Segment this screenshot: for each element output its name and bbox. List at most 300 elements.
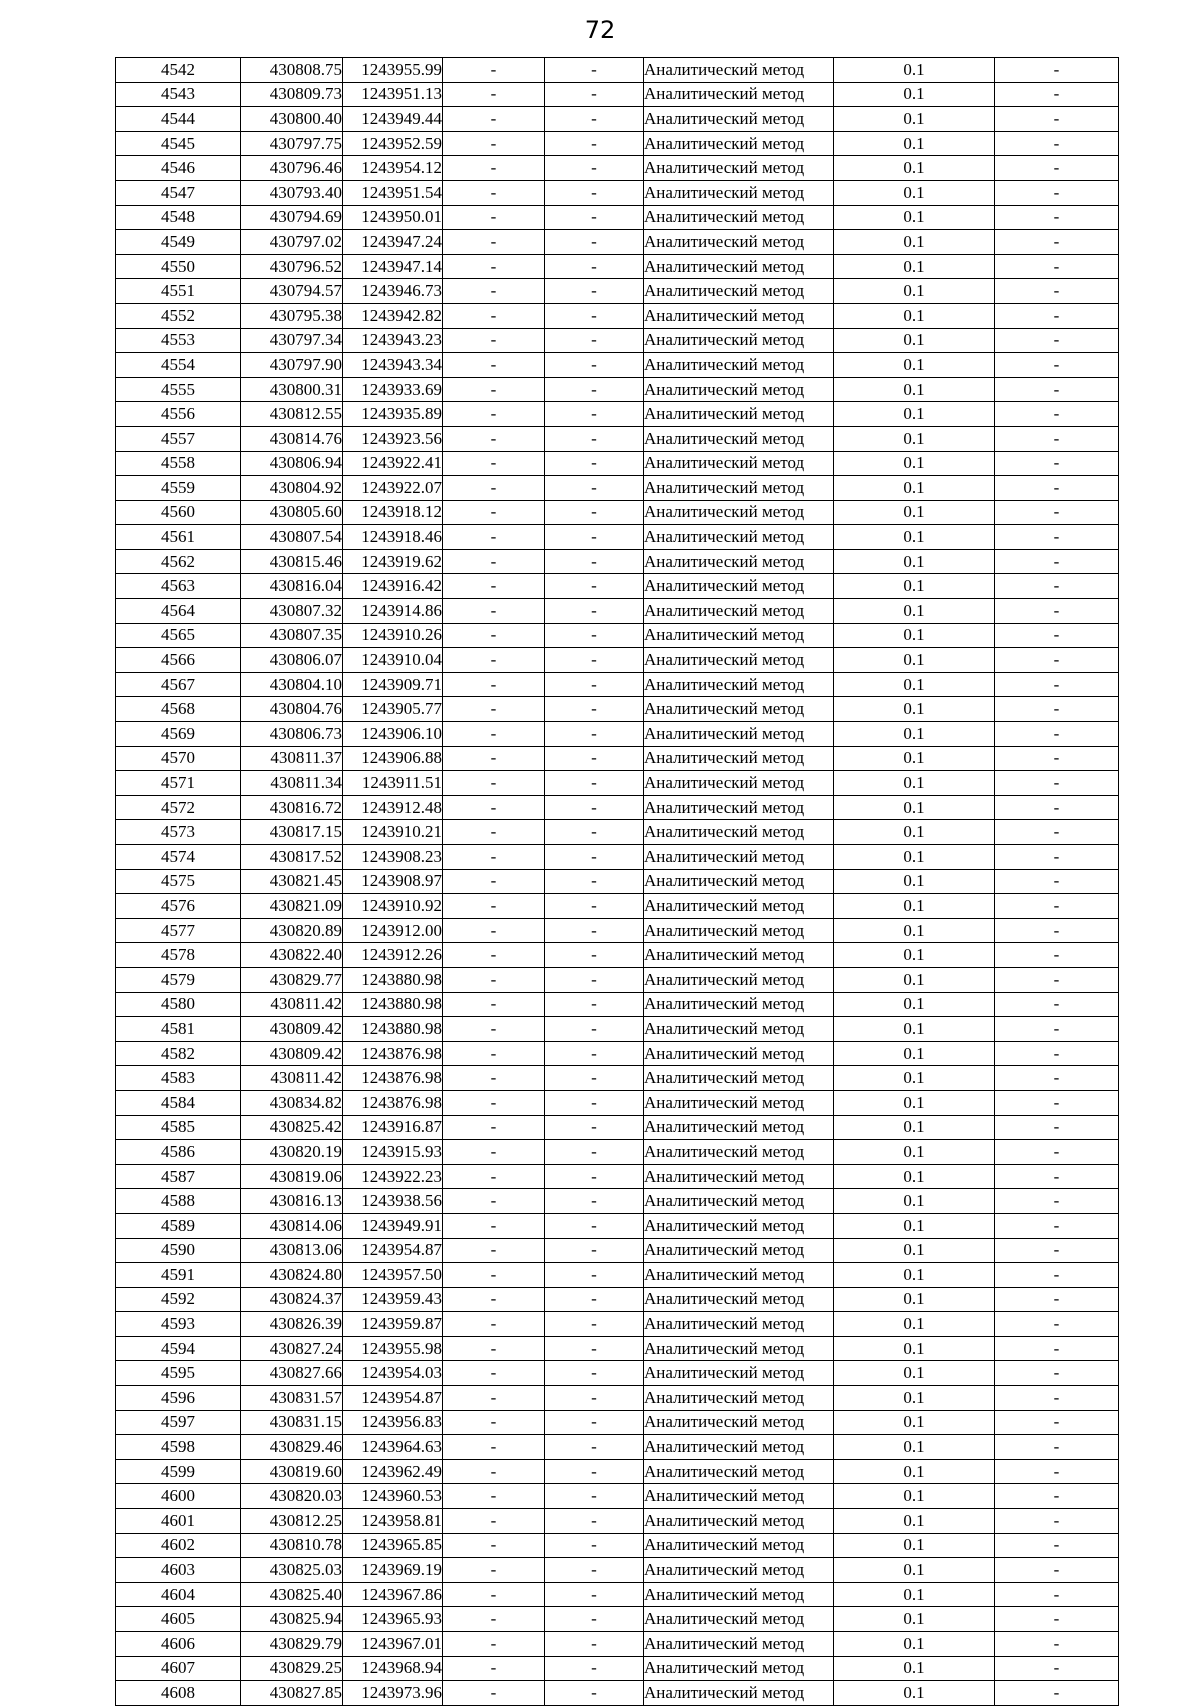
y-coordinate-cell: 1243880.98 (343, 1017, 443, 1042)
x-coordinate-cell: 430793.40 (241, 180, 343, 205)
y-coordinate-cell: 1243938.56 (343, 1189, 443, 1214)
dash-cell: - (443, 1336, 545, 1361)
dash-cell: - (995, 1656, 1119, 1681)
accuracy-cell: 0.1 (834, 328, 995, 353)
accuracy-cell: 0.1 (834, 795, 995, 820)
accuracy-cell: 0.1 (834, 156, 995, 181)
x-coordinate-cell: 430831.15 (241, 1410, 343, 1435)
accuracy-cell: 0.1 (834, 1632, 995, 1657)
dash-cell: - (545, 1189, 644, 1214)
dash-cell: - (545, 599, 644, 624)
method-cell: Аналитический метод (644, 279, 834, 304)
x-coordinate-cell: 430807.54 (241, 525, 343, 550)
x-coordinate-cell: 430800.31 (241, 377, 343, 402)
accuracy-cell: 0.1 (834, 648, 995, 673)
accuracy-cell: 0.1 (834, 1484, 995, 1509)
table-row (116, 1459, 1119, 1484)
dash-cell: - (443, 1213, 545, 1238)
dash-cell: - (545, 771, 644, 796)
accuracy-cell: 0.1 (834, 1115, 995, 1140)
point-number-cell: 4604 (116, 1582, 241, 1607)
dash-cell: - (995, 1312, 1119, 1337)
y-coordinate-cell: 1243965.93 (343, 1607, 443, 1632)
dash-cell: - (443, 279, 545, 304)
x-coordinate-cell: 430810.78 (241, 1533, 343, 1558)
x-coordinate-cell: 430820.19 (241, 1140, 343, 1165)
method-cell: Аналитический метод (644, 1607, 834, 1632)
accuracy-cell: 0.1 (834, 1238, 995, 1263)
dash-cell: - (995, 820, 1119, 845)
accuracy-cell: 0.1 (834, 1509, 995, 1534)
dash-cell: - (995, 918, 1119, 943)
x-coordinate-cell: 430811.42 (241, 992, 343, 1017)
accuracy-cell: 0.1 (834, 476, 995, 501)
y-coordinate-cell: 1243880.98 (343, 992, 443, 1017)
x-coordinate-cell: 430813.06 (241, 1238, 343, 1263)
point-number-cell: 4590 (116, 1238, 241, 1263)
x-coordinate-cell: 430811.34 (241, 771, 343, 796)
dash-cell: - (545, 1558, 644, 1583)
x-coordinate-cell: 430809.73 (241, 82, 343, 107)
x-coordinate-cell: 430806.94 (241, 451, 343, 476)
method-cell: Аналитический метод (644, 1238, 834, 1263)
dash-cell: - (995, 230, 1119, 255)
y-coordinate-cell: 1243955.98 (343, 1336, 443, 1361)
point-number-cell: 4584 (116, 1090, 241, 1115)
table-row (116, 918, 1119, 943)
accuracy-cell: 0.1 (834, 943, 995, 968)
dash-cell: - (545, 746, 644, 771)
table-row (116, 402, 1119, 427)
accuracy-cell: 0.1 (834, 722, 995, 747)
dash-cell: - (995, 180, 1119, 205)
dash-cell: - (995, 1607, 1119, 1632)
y-coordinate-cell: 1243876.98 (343, 1066, 443, 1091)
dash-cell: - (443, 131, 545, 156)
x-coordinate-cell: 430797.02 (241, 230, 343, 255)
dash-cell: - (443, 992, 545, 1017)
x-coordinate-cell: 430819.06 (241, 1164, 343, 1189)
dash-cell: - (995, 402, 1119, 427)
point-number-cell: 4546 (116, 156, 241, 181)
method-cell: Аналитический метод (644, 525, 834, 550)
point-number-cell: 4589 (116, 1213, 241, 1238)
method-cell: Аналитический метод (644, 131, 834, 156)
method-cell: Аналитический метод (644, 205, 834, 230)
point-number-cell: 4556 (116, 402, 241, 427)
method-cell: Аналитический метод (644, 746, 834, 771)
dash-cell: - (545, 1607, 644, 1632)
dash-cell: - (995, 1238, 1119, 1263)
method-cell: Аналитический метод (644, 574, 834, 599)
dash-cell: - (443, 1632, 545, 1657)
point-number-cell: 4569 (116, 722, 241, 747)
dash-cell: - (443, 180, 545, 205)
method-cell: Аналитический метод (644, 1558, 834, 1583)
dash-cell: - (443, 1090, 545, 1115)
table-row (116, 845, 1119, 870)
dash-cell: - (995, 1509, 1119, 1534)
dash-cell: - (443, 402, 545, 427)
dash-cell: - (545, 303, 644, 328)
y-coordinate-cell: 1243910.21 (343, 820, 443, 845)
dash-cell: - (545, 795, 644, 820)
x-coordinate-cell: 430824.37 (241, 1287, 343, 1312)
dash-cell: - (545, 1115, 644, 1140)
table-row (116, 1533, 1119, 1558)
dash-cell: - (443, 525, 545, 550)
y-coordinate-cell: 1243954.03 (343, 1361, 443, 1386)
method-cell: Аналитический метод (644, 476, 834, 501)
method-cell: Аналитический метод (644, 1459, 834, 1484)
accuracy-cell: 0.1 (834, 746, 995, 771)
y-coordinate-cell: 1243918.46 (343, 525, 443, 550)
method-cell: Аналитический метод (644, 1017, 834, 1042)
accuracy-cell: 0.1 (834, 1607, 995, 1632)
method-cell: Аналитический метод (644, 1140, 834, 1165)
dash-cell: - (443, 1017, 545, 1042)
accuracy-cell: 0.1 (834, 402, 995, 427)
x-coordinate-cell: 430815.46 (241, 549, 343, 574)
point-number-cell: 4559 (116, 476, 241, 501)
y-coordinate-cell: 1243943.34 (343, 353, 443, 378)
table-row (116, 1115, 1119, 1140)
dash-cell: - (995, 697, 1119, 722)
y-coordinate-cell: 1243906.88 (343, 746, 443, 771)
method-cell: Аналитический метод (644, 1066, 834, 1091)
accuracy-cell: 0.1 (834, 205, 995, 230)
table-row (116, 771, 1119, 796)
dash-cell: - (545, 402, 644, 427)
accuracy-cell: 0.1 (834, 377, 995, 402)
point-number-cell: 4543 (116, 82, 241, 107)
y-coordinate-cell: 1243906.10 (343, 722, 443, 747)
point-number-cell: 4573 (116, 820, 241, 845)
dash-cell: - (443, 377, 545, 402)
dash-cell: - (443, 648, 545, 673)
table-row (116, 303, 1119, 328)
method-cell: Аналитический метод (644, 943, 834, 968)
accuracy-cell: 0.1 (834, 131, 995, 156)
accuracy-cell: 0.1 (834, 1263, 995, 1288)
table-row (116, 1140, 1119, 1165)
dash-cell: - (995, 943, 1119, 968)
point-number-cell: 4580 (116, 992, 241, 1017)
x-coordinate-cell: 430822.40 (241, 943, 343, 968)
dash-cell: - (443, 574, 545, 599)
point-number-cell: 4602 (116, 1533, 241, 1558)
dash-cell: - (443, 156, 545, 181)
x-coordinate-cell: 430820.89 (241, 918, 343, 943)
dash-cell: - (443, 1115, 545, 1140)
point-number-cell: 4599 (116, 1459, 241, 1484)
dash-cell: - (995, 156, 1119, 181)
x-coordinate-cell: 430817.15 (241, 820, 343, 845)
table-row (116, 795, 1119, 820)
x-coordinate-cell: 430827.24 (241, 1336, 343, 1361)
dash-cell: - (443, 771, 545, 796)
dash-cell: - (995, 1533, 1119, 1558)
dash-cell: - (995, 894, 1119, 919)
dash-cell: - (545, 451, 644, 476)
dash-cell: - (443, 672, 545, 697)
table-row (116, 943, 1119, 968)
dash-cell: - (545, 1509, 644, 1534)
method-cell: Аналитический метод (644, 1115, 834, 1140)
y-coordinate-cell: 1243959.87 (343, 1312, 443, 1337)
point-number-cell: 4562 (116, 549, 241, 574)
y-coordinate-cell: 1243956.83 (343, 1410, 443, 1435)
dash-cell: - (545, 672, 644, 697)
x-coordinate-cell: 430794.57 (241, 279, 343, 304)
x-coordinate-cell: 430806.07 (241, 648, 343, 673)
x-coordinate-cell: 430807.32 (241, 599, 343, 624)
y-coordinate-cell: 1243967.01 (343, 1632, 443, 1657)
accuracy-cell: 0.1 (834, 894, 995, 919)
y-coordinate-cell: 1243910.92 (343, 894, 443, 919)
table-row (116, 697, 1119, 722)
table-row (116, 205, 1119, 230)
dash-cell: - (545, 820, 644, 845)
x-coordinate-cell: 430809.42 (241, 1041, 343, 1066)
point-number-cell: 4608 (116, 1681, 241, 1706)
point-number-cell: 4579 (116, 967, 241, 992)
x-coordinate-cell: 430796.52 (241, 254, 343, 279)
method-cell: Аналитический метод (644, 58, 834, 83)
dash-cell: - (995, 131, 1119, 156)
x-coordinate-cell: 430824.80 (241, 1263, 343, 1288)
y-coordinate-cell: 1243947.14 (343, 254, 443, 279)
table-row (116, 58, 1119, 83)
dash-cell: - (545, 1533, 644, 1558)
dash-cell: - (545, 107, 644, 132)
dash-cell: - (995, 1041, 1119, 1066)
method-cell: Аналитический метод (644, 894, 834, 919)
dash-cell: - (995, 672, 1119, 697)
dash-cell: - (443, 943, 545, 968)
dash-cell: - (545, 918, 644, 943)
point-number-cell: 4583 (116, 1066, 241, 1091)
dash-cell: - (443, 1558, 545, 1583)
dash-cell: - (443, 1287, 545, 1312)
accuracy-cell: 0.1 (834, 1287, 995, 1312)
dash-cell: - (995, 1435, 1119, 1460)
y-coordinate-cell: 1243965.85 (343, 1533, 443, 1558)
dash-cell: - (443, 1386, 545, 1411)
method-cell: Аналитический метод (644, 1410, 834, 1435)
table-row (116, 672, 1119, 697)
dash-cell: - (443, 1459, 545, 1484)
dash-cell: - (545, 623, 644, 648)
dash-cell: - (995, 1386, 1119, 1411)
dash-cell: - (443, 722, 545, 747)
x-coordinate-cell: 430820.03 (241, 1484, 343, 1509)
dash-cell: - (995, 82, 1119, 107)
dash-cell: - (443, 1189, 545, 1214)
y-coordinate-cell: 1243880.98 (343, 967, 443, 992)
accuracy-cell: 0.1 (834, 549, 995, 574)
point-number-cell: 4561 (116, 525, 241, 550)
table-row (116, 451, 1119, 476)
point-number-cell: 4542 (116, 58, 241, 83)
dash-cell: - (995, 1459, 1119, 1484)
method-cell: Аналитический метод (644, 1287, 834, 1312)
dash-cell: - (545, 1681, 644, 1706)
point-number-cell: 4607 (116, 1656, 241, 1681)
dash-cell: - (443, 426, 545, 451)
table-row (116, 574, 1119, 599)
method-cell: Аналитический метод (644, 648, 834, 673)
point-number-cell: 4577 (116, 918, 241, 943)
method-cell: Аналитический метод (644, 771, 834, 796)
point-number-cell: 4593 (116, 1312, 241, 1337)
y-coordinate-cell: 1243922.23 (343, 1164, 443, 1189)
dash-cell: - (995, 353, 1119, 378)
point-number-cell: 4551 (116, 279, 241, 304)
dash-cell: - (545, 1632, 644, 1657)
dash-cell: - (443, 58, 545, 83)
x-coordinate-cell: 430829.25 (241, 1656, 343, 1681)
y-coordinate-cell: 1243946.73 (343, 279, 443, 304)
x-coordinate-cell: 430829.46 (241, 1435, 343, 1460)
accuracy-cell: 0.1 (834, 672, 995, 697)
dash-cell: - (545, 549, 644, 574)
dash-cell: - (995, 574, 1119, 599)
accuracy-cell: 0.1 (834, 1213, 995, 1238)
x-coordinate-cell: 430814.76 (241, 426, 343, 451)
dash-cell: - (545, 1164, 644, 1189)
y-coordinate-cell: 1243923.56 (343, 426, 443, 451)
y-coordinate-cell: 1243912.48 (343, 795, 443, 820)
point-number-cell: 4575 (116, 869, 241, 894)
accuracy-cell: 0.1 (834, 1533, 995, 1558)
dash-cell: - (545, 869, 644, 894)
accuracy-cell: 0.1 (834, 1066, 995, 1091)
table-row (116, 894, 1119, 919)
dash-cell: - (545, 353, 644, 378)
point-number-cell: 4558 (116, 451, 241, 476)
x-coordinate-cell: 430825.03 (241, 1558, 343, 1583)
dash-cell: - (995, 1336, 1119, 1361)
dash-cell: - (443, 894, 545, 919)
dash-cell: - (545, 1484, 644, 1509)
table-row (116, 1558, 1119, 1583)
x-coordinate-cell: 430808.75 (241, 58, 343, 83)
point-number-cell: 4549 (116, 230, 241, 255)
y-coordinate-cell: 1243915.93 (343, 1140, 443, 1165)
dash-cell: - (995, 303, 1119, 328)
dash-cell: - (443, 1041, 545, 1066)
point-number-cell: 4550 (116, 254, 241, 279)
table-row (116, 476, 1119, 501)
dash-cell: - (545, 697, 644, 722)
method-cell: Аналитический метод (644, 1189, 834, 1214)
method-cell: Аналитический метод (644, 1656, 834, 1681)
x-coordinate-cell: 430807.35 (241, 623, 343, 648)
x-coordinate-cell: 430834.82 (241, 1090, 343, 1115)
x-coordinate-cell: 430816.13 (241, 1189, 343, 1214)
point-number-cell: 4554 (116, 353, 241, 378)
coordinates-table (115, 57, 1119, 1706)
dash-cell: - (995, 722, 1119, 747)
accuracy-cell: 0.1 (834, 303, 995, 328)
table-row (116, 1312, 1119, 1337)
x-coordinate-cell: 430796.46 (241, 156, 343, 181)
dash-cell: - (545, 205, 644, 230)
table-row (116, 599, 1119, 624)
y-coordinate-cell: 1243964.63 (343, 1435, 443, 1460)
accuracy-cell: 0.1 (834, 279, 995, 304)
method-cell: Аналитический метод (644, 402, 834, 427)
dash-cell: - (995, 1361, 1119, 1386)
table-row (116, 992, 1119, 1017)
dash-cell: - (443, 820, 545, 845)
method-cell: Аналитический метод (644, 549, 834, 574)
method-cell: Аналитический метод (644, 353, 834, 378)
dash-cell: - (545, 525, 644, 550)
method-cell: Аналитический метод (644, 1213, 834, 1238)
point-number-cell: 4578 (116, 943, 241, 968)
accuracy-cell: 0.1 (834, 1656, 995, 1681)
x-coordinate-cell: 430812.55 (241, 402, 343, 427)
accuracy-cell: 0.1 (834, 845, 995, 870)
dash-cell: - (995, 254, 1119, 279)
dash-cell: - (443, 303, 545, 328)
dash-cell: - (443, 476, 545, 501)
dash-cell: - (995, 1213, 1119, 1238)
method-cell: Аналитический метод (644, 722, 834, 747)
dash-cell: - (995, 451, 1119, 476)
accuracy-cell: 0.1 (834, 1459, 995, 1484)
accuracy-cell: 0.1 (834, 1017, 995, 1042)
dash-cell: - (443, 697, 545, 722)
accuracy-cell: 0.1 (834, 992, 995, 1017)
y-coordinate-cell: 1243922.07 (343, 476, 443, 501)
dash-cell: - (443, 1140, 545, 1165)
dash-cell: - (995, 500, 1119, 525)
table-row (116, 820, 1119, 845)
table-row (116, 82, 1119, 107)
dash-cell: - (995, 279, 1119, 304)
table-row (116, 1386, 1119, 1411)
dash-cell: - (545, 1213, 644, 1238)
accuracy-cell: 0.1 (834, 771, 995, 796)
x-coordinate-cell: 430821.45 (241, 869, 343, 894)
method-cell: Аналитический метод (644, 1263, 834, 1288)
table-row (116, 648, 1119, 673)
method-cell: Аналитический метод (644, 599, 834, 624)
y-coordinate-cell: 1243949.44 (343, 107, 443, 132)
x-coordinate-cell: 430816.72 (241, 795, 343, 820)
dash-cell: - (995, 869, 1119, 894)
point-number-cell: 4547 (116, 180, 241, 205)
dash-cell: - (995, 377, 1119, 402)
point-number-cell: 4552 (116, 303, 241, 328)
x-coordinate-cell: 430804.92 (241, 476, 343, 501)
point-number-cell: 4557 (116, 426, 241, 451)
accuracy-cell: 0.1 (834, 1435, 995, 1460)
x-coordinate-cell: 430812.25 (241, 1509, 343, 1534)
x-coordinate-cell: 430809.42 (241, 1017, 343, 1042)
x-coordinate-cell: 430826.39 (241, 1312, 343, 1337)
x-coordinate-cell: 430827.85 (241, 1681, 343, 1706)
y-coordinate-cell: 1243876.98 (343, 1041, 443, 1066)
dash-cell: - (545, 58, 644, 83)
accuracy-cell: 0.1 (834, 623, 995, 648)
accuracy-cell: 0.1 (834, 107, 995, 132)
point-number-cell: 4548 (116, 205, 241, 230)
point-number-cell: 4598 (116, 1435, 241, 1460)
